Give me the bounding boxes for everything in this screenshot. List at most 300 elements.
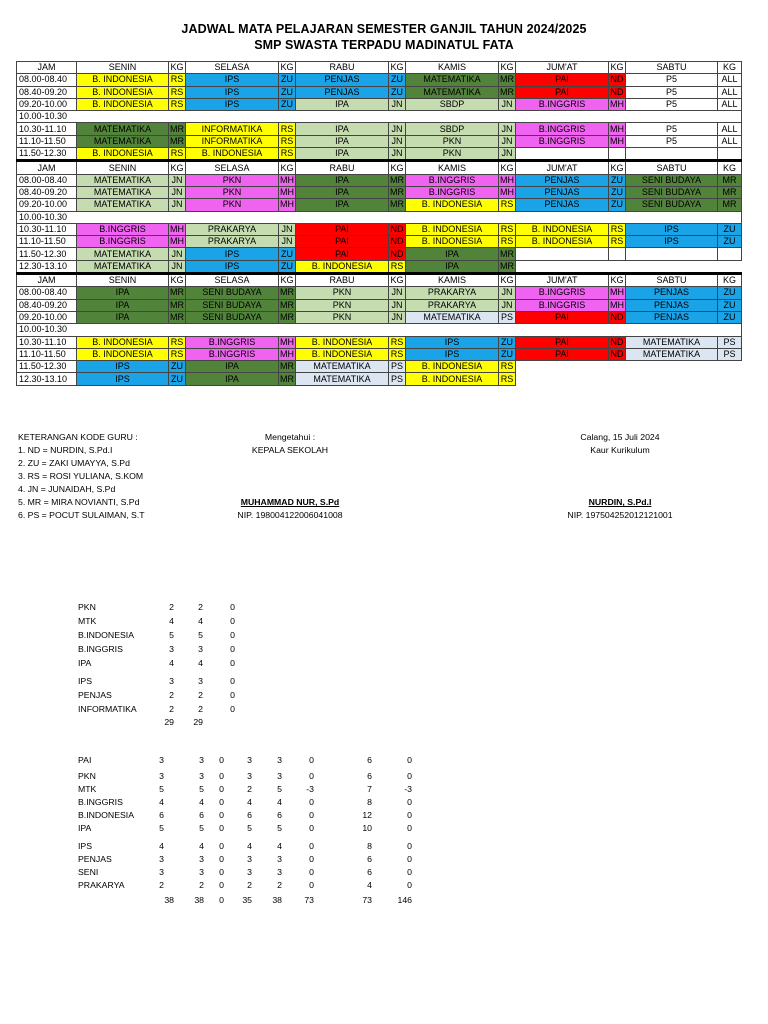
teacher-code-cell: JN [499,135,516,147]
teacher-code-cell: MH [610,287,624,298]
summary-value: 0 [309,755,314,765]
summary-value: 3 [159,867,164,877]
subject-cell: PAI [516,86,609,98]
teacher-code-cell: JN [389,98,406,110]
subject-cell [516,248,609,260]
subject-cell: IPS [186,98,279,110]
subject-cell: PKN [186,186,279,198]
subject-label: INFORMATIKA [78,704,137,714]
break-spacer [77,111,742,123]
schedule-row [17,186,742,198]
summary-value: 6 [277,810,282,820]
summary-total: 73 [304,895,314,905]
teacher-code-cell: ZU [718,236,742,248]
summary-total: 0 [219,895,224,905]
subject-cell: B.INGGRIS [406,174,499,186]
teacher-code-cell: MR [390,187,404,198]
teacher-code-cell: MR [280,287,294,298]
subject-cell: IPS [626,236,718,248]
teacher-code-cell: JN [169,260,186,273]
summary-value: 2 [199,880,204,890]
summary-value: 0 [309,867,314,877]
schedule-header-cell: SENIN [77,161,169,174]
subject-cell: MATEMATIKA [406,311,499,323]
page-title-line-1: JADWAL MATA PELAJARAN SEMESTER GANJIL TAHUN 2024/2025 [181,22,587,36]
teacher-code-cell: JN [169,199,186,211]
teacher-code-cell: RS [169,348,186,360]
teacher-code-cell: ZU [279,98,296,110]
teacher-code-cell: ND [390,236,404,247]
summary-value: 4 [159,841,164,851]
schedule-header-cell: RABU [296,274,389,287]
schedule-header-row [17,274,742,287]
summary-value: 5 [277,823,282,833]
summary-value: 6 [247,810,252,820]
time-cell: 11.10-11.50 [17,236,77,248]
summary-value: 3 [247,867,252,877]
subject-label: MTK [78,784,97,794]
summary-value: 0 [407,755,412,765]
summary-value: 0 [230,658,235,668]
time-cell: 11.10-11.50 [17,135,77,147]
schedule-row [17,248,742,260]
schedule-header-cell: KG [718,161,742,174]
subject-cell: B. INDONESIA [406,223,499,235]
subject-label: IPA [78,658,92,668]
subject-cell: IPA [186,373,279,385]
summary-value: 0 [309,880,314,890]
schedule-header-cell: SENIN [77,274,169,287]
signature-right-name-block [535,496,705,522]
summary-value: 0 [219,771,224,781]
summary-value: 5 [277,784,282,794]
schedule-row [17,260,742,273]
summary-value: 6 [367,867,372,877]
subject-cell: IPS [406,348,499,360]
summary-value: 0 [219,880,224,890]
schedule-row [17,336,742,348]
subject-cell: B.INGGRIS [516,98,609,110]
subject-cell: IPS [77,373,169,385]
schedule-header-cell: JAM [17,274,77,287]
teacher-code-cell: ALL [718,86,742,98]
summary-value: 0 [219,797,224,807]
schedule-header-cell: KG [500,275,514,286]
summary-value: 5 [199,784,204,794]
teacher-code-cell: ZU [718,299,742,311]
teacher-code-cell: JN [499,287,516,299]
schedule-row [17,373,742,385]
summary-value: 3 [277,854,282,864]
teacher-code-cell: ZU [499,336,516,348]
subject-cell: IPA [186,361,279,373]
subject-cell: PAI [296,223,389,235]
schedule-header-cell: KG [610,62,624,73]
summary-value: 0 [219,854,224,864]
summary-value: 0 [219,784,224,794]
teacher-code-cell: MH [610,99,624,110]
subject-cell: PAI [296,236,389,248]
summary-value: 3 [169,676,174,686]
summary-value: 3 [159,854,164,864]
subject-cell: MATEMATIKA [77,123,169,135]
subject-cell: MATEMATIKA [296,361,389,373]
schedule-header-cell: SELASA [186,161,279,174]
teacher-code-cell: JN [389,299,406,311]
subject-cell: B.INGGRIS [406,186,499,198]
summary-value: 3 [199,854,204,864]
schedule-header-cell: SABTU [626,62,718,74]
signature-right-role: Kaur Kurikulum [590,445,650,455]
schedule-row [17,236,742,248]
teacher-code-cell: ZU [279,260,296,273]
summary-value: 3 [199,755,204,765]
schedule-break-row [17,324,742,336]
teacher-code-cell: MR [718,199,742,211]
teacher-code-cell: MR [718,186,742,198]
subject-cell: PKN [186,174,279,186]
summary-value: 0 [407,771,412,781]
summary-total: 29 [164,717,174,727]
summary-value: 2 [247,880,252,890]
time-cell: 09.20-10.00 [17,311,77,323]
schedule-break-row [17,211,742,223]
teacher-code-cell: MH [610,123,624,134]
summary-value: 5 [159,823,164,833]
summary-value: 0 [219,841,224,851]
teacher-code-cell: MR [280,312,294,323]
subject-cell: MATEMATIKA [77,174,169,186]
teacher-code-cell: ZU [169,373,186,385]
teacher-code-cell: MR [280,373,294,384]
time-cell: 10.30-11.10 [17,123,77,135]
teacher-code-cell: MR [170,312,184,323]
summary-total: 29 [193,717,203,727]
subject-cell: SENI BUDAYA [186,299,279,311]
summary-value: 6 [367,771,372,781]
subject-cell: PRAKARYA [406,287,499,299]
schedule-header-cell: KG [718,274,742,287]
legend-item: 1. ND = NURDIN, S.Pd.I [18,445,113,455]
teacher-code-cell: RS [169,148,186,161]
teacher-code-cell: ND [610,74,624,85]
signature-left [230,431,350,457]
schedule-row [17,74,742,86]
teacher-code-cell: ND [390,224,404,234]
subject-cell: INFORMATIKA [186,123,279,135]
summary-value: 3 [159,771,164,781]
signature-right-name: NURDIN, S.Pd.I [588,497,652,507]
subject-cell: PKN [296,311,389,323]
subject-cell: IPS [186,74,279,86]
teacher-code-cell: RS [169,336,186,348]
summary-value: 2 [198,690,203,700]
subject-label: PKN [78,602,96,612]
subject-cell: SENI BUDAYA [626,199,718,211]
summary-value: 6 [367,755,372,765]
teacher-code-cell: PS [718,336,742,348]
subject-cell: MATEMATIKA [296,373,389,385]
subject-cell: IPS [626,223,718,235]
teacher-code-cell: ZU [279,74,296,86]
subject-cell: B.INGGRIS [77,223,169,235]
time-cell: 08.00-08.40 [17,74,77,86]
teacher-code-cell: JN [389,123,406,135]
schedule-header-cell: SELASA [186,274,279,287]
subject-cell: IPA [406,248,499,260]
schedule-header-cell: KG [170,162,184,173]
summary-value: 5 [169,630,174,640]
schedule-row [17,199,742,211]
subject-cell: SENI BUDAYA [626,186,718,198]
subject-cell: B. INDONESIA [77,348,169,360]
teacher-code-cell: MH [280,199,294,210]
summary-value: 3 [247,854,252,864]
subject-label: B.INGGRIS [78,644,123,654]
teacher-code-cell: RS [499,223,516,235]
summary-value: 0 [309,797,314,807]
teacher-code-cell: JN [389,311,406,323]
teacher-code-cell: RS [389,260,406,273]
schedule-row [17,148,742,161]
subject-cell: B. INDONESIA [296,336,389,348]
subject-cell: PRAKARYA [186,223,279,235]
break-time-cell: 10.00-10.30 [17,324,77,336]
summary-value: 3 [199,867,204,877]
teacher-code-cell: MR [280,361,294,372]
subject-label: PRAKARYA [78,880,125,890]
legend-item: 2. ZU = ZAKI UMAYYA, S.Pd [18,458,130,468]
summary-value: 2 [277,880,282,890]
legend-item: 3. RS = ROSI YULIANA, S.KOM [18,471,144,481]
teacher-code-cell: ZU [609,199,626,211]
summary-value: 0 [407,880,412,890]
teacher-code-cell: RS [609,236,626,248]
teacher-code-cell: JN [499,123,516,135]
teacher-code-cell: ND [610,348,624,359]
subject-label: IPA [78,823,92,833]
subject-label: PAI [78,755,92,765]
schedule-header-cell: SELASA [186,62,279,74]
teacher-code-cell: ND [610,336,624,347]
legend-item: 4. JN = JUNAIDAH, S.Pd [18,484,116,494]
time-cell: 11.50-12.30 [17,248,77,260]
teacher-code-cell: ZU [718,311,742,323]
teacher-code-cell: MR [500,86,514,97]
subject-cell: MATEMATIKA [77,199,169,211]
teacher-code-cell: MH [280,336,294,347]
schedule-header-cell: SABTU [626,274,718,287]
subject-cell: PENJAS [296,74,389,86]
break-spacer [77,211,742,223]
break-spacer [77,324,742,336]
signature-left-nip: NIP. 198004122006041008 [237,510,343,520]
summary-value: 4 [247,841,252,851]
summary-value: 4 [199,841,204,851]
teacher-code-cell: RS [499,373,516,385]
summary-value: 2 [169,704,174,714]
teacher-code-cell [609,248,626,260]
summary-value: 0 [219,823,224,833]
schedule-row [17,223,742,235]
teacher-code-cell: MH [500,174,514,185]
subject-cell [516,148,609,161]
subject-cell: MATEMATIKA [77,135,169,147]
subject-cell: PKN [296,299,389,311]
subject-cell: SENI BUDAYA [626,174,718,186]
summary-value: 4 [159,797,164,807]
signature-left-name-block [205,496,375,522]
summary-value: 0 [407,854,412,864]
subject-cell: MATEMATIKA [626,336,718,348]
teacher-code-cell: RS [279,135,296,147]
subject-cell: IPA [77,287,169,299]
time-cell: 08.00-08.40 [17,174,77,186]
summary-value: 5 [247,823,252,833]
summary-total: 146 [397,895,412,905]
summary-value: 2 [198,704,203,714]
summary-value: 4 [198,616,203,626]
subject-cell: IPS [77,361,169,373]
teacher-code-cell: ZU [609,186,626,198]
legend-item: 5. MR = MIRA NOVIANTI, S.Pd [18,497,140,507]
summary-value: 10 [362,823,372,833]
summary-value: 0 [230,704,235,714]
schedule-header-cell: KG [610,162,624,173]
teacher-code-cell: ZU [389,86,406,98]
summary-total: 38 [194,895,204,905]
subject-cell: PENJAS [516,174,609,186]
teacher-code-cell: MH [280,174,294,185]
summary-value: 0 [309,810,314,820]
subject-cell: INFORMATIKA [186,135,279,147]
subject-cell: PKN [406,135,499,147]
subject-label: IPS [78,676,93,686]
schedule-header-cell: KAMIS [406,161,499,174]
schedule-header-cell: JUM'AT [516,161,609,174]
signature-left-name: MUHAMMAD NUR, S.Pd [240,497,340,507]
subject-cell: P5 [626,98,718,110]
teacher-code-cell: ND [610,312,624,323]
subject-cell: PRAKARYA [186,236,279,248]
summary-total: 38 [164,895,174,905]
summary-value: 4 [169,658,174,668]
teacher-code-cell: JN [389,135,406,147]
summary-value: 4 [247,797,252,807]
schedule-row [17,311,742,323]
teacher-code-cell: ZU [169,361,186,373]
summary-value: 3 [247,755,252,765]
summary-value: 7 [367,784,372,794]
schedule-header-cell: SABTU [626,161,718,174]
teacher-code-cell: JN [389,287,406,299]
summary-value: 2 [247,784,252,794]
time-cell: 10.30-11.10 [17,223,77,235]
subject-cell: IPA [406,260,499,273]
teacher-code-cell: PS [389,361,406,373]
teacher-code-cell: RS [389,348,406,360]
schedule-header-cell: KG [390,162,404,173]
summary-value: 0 [309,841,314,851]
time-cell: 11.10-11.50 [17,348,77,360]
subject-cell: PAI [296,248,389,260]
subject-cell: PENJAS [626,311,718,323]
legend-heading: KETERANGAN KODE GURU : [18,432,138,442]
summary-value: 3 [277,755,282,765]
subject-cell: B. INDONESIA [77,336,169,348]
subject-cell: IPA [296,98,389,110]
subject-cell: IPS [406,336,499,348]
subject-cell: SENI BUDAYA [186,311,279,323]
teacher-code-cell: MH [610,135,624,146]
schedule-header-row [17,161,742,174]
subject-cell: PKN [296,287,389,299]
subject-cell: B. INDONESIA [296,260,389,273]
teacher-code-cell: MR [500,248,514,259]
teacher-code-cell: MH [280,187,294,198]
subject-cell: B. INDONESIA [296,348,389,360]
teacher-code-cell: MH [280,348,294,359]
summary-value: 6 [367,854,372,864]
summary-value: 6 [159,810,164,820]
teacher-code-cell: RS [499,236,516,248]
schedule-row [17,123,742,135]
teacher-code-cell: RS [389,336,406,348]
summary-value: 0 [219,755,224,765]
subject-cell: PENJAS [626,299,718,311]
break-time-cell: 10.00-10.30 [17,111,77,123]
subject-cell: MATEMATIKA [77,248,169,260]
subject-cell: P5 [626,86,718,98]
subject-cell: IPA [296,148,389,161]
summary-value: 0 [230,644,235,654]
teacher-code-cell: MR [280,299,294,310]
subject-cell: PAI [516,348,609,360]
subject-cell: B. INDONESIA [516,223,609,235]
teacher-code-cell: ALL [718,123,742,135]
teacher-code-cell: PS [389,373,406,385]
summary-value: 5 [159,784,164,794]
subject-cell: B.INGGRIS [516,287,609,299]
teacher-code-cell: ZU [718,223,742,235]
summary-value: 3 [198,676,203,686]
summary-value: 0 [309,854,314,864]
subject-cell: B. INDONESIA [77,74,169,86]
teacher-code-cell: RS [609,223,626,235]
subject-label: PKN [78,771,96,781]
teacher-code-cell: MR [390,199,404,210]
summary-value: 5 [199,823,204,833]
summary-table-b [78,755,438,915]
schedule-header-cell: KG [390,62,404,73]
teacher-code-cell: ND [390,248,404,259]
empty-cell [516,260,742,273]
summary-value: 0 [407,841,412,851]
summary-total: 38 [272,895,282,905]
schedule-row [17,86,742,98]
schedule-header-cell: RABU [296,161,389,174]
signature-left-caption: Mengetahui : [264,432,316,442]
teacher-code-cell: MR [718,174,742,186]
subject-cell: B.INGGRIS [77,236,169,248]
subject-cell: B.INGGRIS [516,123,609,135]
summary-value: 0 [309,823,314,833]
empty-cell [516,361,742,373]
summary-value: 0 [407,823,412,833]
subject-cell: PENJAS [516,199,609,211]
subject-cell [626,248,718,260]
signature-left-role: KEPALA SEKOLAH [251,445,329,455]
